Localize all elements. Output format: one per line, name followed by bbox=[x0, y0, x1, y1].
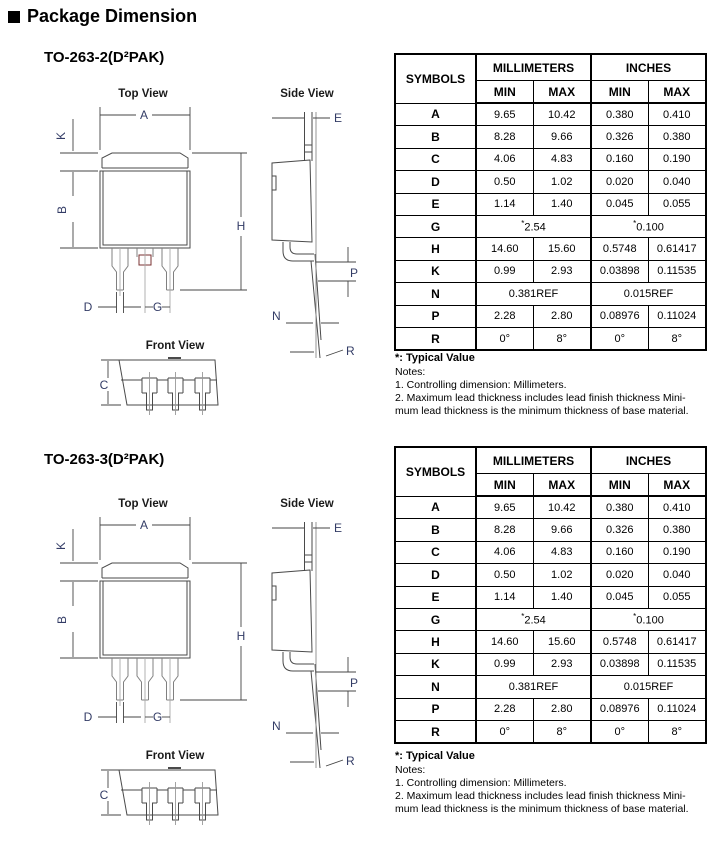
table-row bbox=[395, 126, 706, 148]
table-cell: 10.42 bbox=[533, 103, 591, 126]
table-row bbox=[395, 631, 706, 653]
section-heading-to263-3: TO-263-3(D²PAK) bbox=[44, 451, 165, 468]
dim-C-label: C bbox=[99, 378, 109, 392]
table-row bbox=[395, 215, 706, 237]
table-cell: B bbox=[395, 519, 476, 541]
notes-label: Notes: bbox=[395, 366, 426, 378]
table-cell: K bbox=[395, 653, 476, 675]
table-cell: E bbox=[395, 193, 476, 215]
table-cell: 8° bbox=[648, 720, 706, 743]
table-cell: 0° bbox=[591, 720, 648, 743]
table-cell: 0.99 bbox=[476, 260, 533, 282]
table-cell: 15.60 bbox=[533, 238, 591, 260]
table-row bbox=[395, 564, 706, 586]
table-cell: 0.326 bbox=[591, 519, 648, 541]
table-cell: G bbox=[395, 608, 476, 630]
front-view-label: Front View bbox=[145, 750, 205, 762]
table-row bbox=[395, 305, 706, 327]
table-cell: 0.11024 bbox=[648, 305, 706, 327]
notes-to263-3 bbox=[395, 750, 728, 816]
note-2-line2: mum lead thickness is the minimum thickness of base material. bbox=[395, 405, 689, 417]
table-cell: 0.03898 bbox=[591, 260, 648, 282]
table-row bbox=[395, 447, 706, 474]
table-header-cell: MAX bbox=[648, 474, 706, 497]
table-cell: 0.160 bbox=[591, 541, 648, 563]
table-row bbox=[395, 283, 706, 305]
side-view bbox=[272, 88, 358, 358]
note-1: 1. Controlling dimension: Millimeters. bbox=[395, 777, 567, 789]
note-1: 1. Controlling dimension: Millimeters. bbox=[395, 379, 567, 391]
table-row bbox=[395, 608, 706, 630]
side-view-label: Side View bbox=[280, 498, 334, 510]
dim-A-label: A bbox=[139, 518, 149, 532]
notes-to263-2 bbox=[395, 352, 728, 418]
table-row bbox=[395, 148, 706, 170]
table-header-cell: MILLIMETERS bbox=[476, 54, 591, 81]
table-cell: G bbox=[395, 215, 476, 237]
table-cell: 10.42 bbox=[533, 496, 591, 519]
table-cell: 0.015REF bbox=[591, 676, 706, 698]
table-cell: *2.54 bbox=[476, 215, 591, 237]
table-header-cell: MIN bbox=[591, 474, 648, 497]
table-cell: 0.03898 bbox=[591, 653, 648, 675]
table-cell: 0.020 bbox=[591, 564, 648, 586]
table-cell: 14.60 bbox=[476, 238, 533, 260]
table-cell: 0.08976 bbox=[591, 698, 648, 720]
section-heading-to263-2: TO-263-2(D²PAK) bbox=[44, 49, 165, 66]
table-cell: 1.02 bbox=[533, 564, 591, 586]
table-cell: C bbox=[395, 148, 476, 170]
note-2-line2: mum lead thickness is the minimum thickness of base material. bbox=[395, 803, 689, 815]
table-cell: 0.015REF bbox=[591, 283, 706, 305]
table-cell: 2.93 bbox=[533, 653, 591, 675]
table-cell: 0.380 bbox=[591, 103, 648, 126]
typical-mark: * bbox=[633, 612, 637, 622]
top-view bbox=[54, 88, 247, 314]
dim-R-label: R bbox=[346, 344, 355, 358]
table-cell: 2.80 bbox=[533, 698, 591, 720]
table-cell: *2.54 bbox=[476, 608, 591, 630]
dim-H-label: H bbox=[236, 219, 246, 233]
top-view-label: Top View bbox=[118, 88, 168, 100]
dim-C-label: C bbox=[99, 788, 109, 802]
table-header-cell: MIN bbox=[591, 81, 648, 104]
side-view bbox=[272, 498, 358, 768]
table-cell: 0.11024 bbox=[648, 698, 706, 720]
table-cell: 0.11535 bbox=[648, 260, 706, 282]
table-row bbox=[395, 171, 706, 193]
table-row bbox=[395, 720, 706, 743]
notes-label: Notes: bbox=[395, 764, 426, 776]
table-row bbox=[395, 519, 706, 541]
table-cell: 0.50 bbox=[476, 171, 533, 193]
table-cell: C bbox=[395, 541, 476, 563]
table-cell: 4.06 bbox=[476, 541, 533, 563]
table-row bbox=[395, 54, 706, 81]
table-cell: K bbox=[395, 260, 476, 282]
table-cell: 2.93 bbox=[533, 260, 591, 282]
table-cell: P bbox=[395, 698, 476, 720]
dim-B-label: B bbox=[55, 205, 69, 215]
note-2-line1: 2. Maximum lead thickness includes lead finish thickness Mini- bbox=[395, 790, 686, 802]
typical-value-note: *: Typical Value bbox=[395, 352, 475, 364]
table-header-cell: MIN bbox=[476, 81, 533, 104]
front-view bbox=[100, 340, 218, 415]
table-cell: 2.80 bbox=[533, 305, 591, 327]
table-cell: 0.5748 bbox=[591, 238, 648, 260]
typical-mark: * bbox=[521, 612, 525, 622]
table-cell: 8° bbox=[533, 327, 591, 350]
table-cell: D bbox=[395, 171, 476, 193]
table-cell: 15.60 bbox=[533, 631, 591, 653]
table-cell: 8.28 bbox=[476, 126, 533, 148]
table-cell: P bbox=[395, 305, 476, 327]
table-cell: 2.28 bbox=[476, 305, 533, 327]
table-row bbox=[395, 327, 706, 350]
table-cell: 9.66 bbox=[533, 519, 591, 541]
table-cell: 9.65 bbox=[476, 496, 533, 519]
table-cell: 0° bbox=[591, 327, 648, 350]
table-cell: R bbox=[395, 720, 476, 743]
table-cell: 0.381REF bbox=[476, 283, 591, 305]
table-header-cell: INCHES bbox=[591, 447, 706, 474]
table-cell: 0.380 bbox=[648, 126, 706, 148]
table-row bbox=[395, 260, 706, 282]
table-cell: 0.040 bbox=[648, 171, 706, 193]
table-cell: H bbox=[395, 238, 476, 260]
table-cell: 0.055 bbox=[648, 586, 706, 608]
table-cell: 1.14 bbox=[476, 193, 533, 215]
table-cell: R bbox=[395, 327, 476, 350]
dim-R-label: R bbox=[346, 754, 355, 768]
table-cell: 0.5748 bbox=[591, 631, 648, 653]
table-cell: D bbox=[395, 564, 476, 586]
front-view bbox=[100, 750, 218, 825]
table-header-cell: SYMBOLS bbox=[395, 54, 476, 103]
table-cell: 0.61417 bbox=[648, 631, 706, 653]
table-row bbox=[395, 653, 706, 675]
table-cell: 1.40 bbox=[533, 586, 591, 608]
table-cell: *0.100 bbox=[591, 608, 706, 630]
table-cell: *0.100 bbox=[591, 215, 706, 237]
table-cell: 4.83 bbox=[533, 148, 591, 170]
table-cell: 9.66 bbox=[533, 126, 591, 148]
dim-N-label: N bbox=[272, 309, 281, 323]
square-bullet-icon bbox=[8, 11, 20, 23]
page-title bbox=[8, 6, 197, 27]
dim-N-label: N bbox=[272, 719, 281, 733]
dim-E-label: E bbox=[334, 521, 343, 535]
table-header-cell: MAX bbox=[533, 474, 591, 497]
table-row bbox=[395, 103, 706, 126]
table-cell: 8.28 bbox=[476, 519, 533, 541]
table-row bbox=[395, 238, 706, 260]
typical-value-note: *: Typical Value bbox=[395, 750, 475, 762]
table-cell: N bbox=[395, 676, 476, 698]
table-cell: 4.06 bbox=[476, 148, 533, 170]
table-cell: A bbox=[395, 103, 476, 126]
dimension-table-to263-3 bbox=[394, 446, 707, 744]
dim-K-label: K bbox=[54, 131, 68, 141]
table-header-cell: MILLIMETERS bbox=[476, 447, 591, 474]
table-cell: 0.11535 bbox=[648, 653, 706, 675]
table-cell: 8° bbox=[648, 327, 706, 350]
table-cell: 0.61417 bbox=[648, 238, 706, 260]
package-drawing-to263-3 bbox=[40, 495, 370, 855]
typical-mark: * bbox=[521, 219, 525, 229]
table-row bbox=[395, 496, 706, 519]
table-cell: 0.055 bbox=[648, 193, 706, 215]
note-2-line1: 2. Maximum lead thickness includes lead finish thickness Mini- bbox=[395, 392, 686, 404]
table-cell: 1.14 bbox=[476, 586, 533, 608]
package-drawing-to263-2 bbox=[40, 85, 370, 445]
dim-B-label: B bbox=[55, 615, 69, 625]
table-cell: 4.83 bbox=[533, 541, 591, 563]
table-cell: 0.190 bbox=[648, 148, 706, 170]
table-cell: 0.190 bbox=[648, 541, 706, 563]
table-cell: 0° bbox=[476, 720, 533, 743]
dim-A-label: A bbox=[139, 108, 149, 122]
table-row bbox=[395, 193, 706, 215]
table-cell: E bbox=[395, 586, 476, 608]
table-cell: 0.381REF bbox=[476, 676, 591, 698]
table-row bbox=[395, 676, 706, 698]
dim-D-label: D bbox=[83, 710, 93, 724]
table-cell: 1.02 bbox=[533, 171, 591, 193]
table-cell: H bbox=[395, 631, 476, 653]
table-header-cell: MAX bbox=[648, 81, 706, 104]
dimension-table-to263-2 bbox=[394, 53, 707, 351]
table-cell: 0.045 bbox=[591, 193, 648, 215]
table-header-cell: INCHES bbox=[591, 54, 706, 81]
table-cell: 0.160 bbox=[591, 148, 648, 170]
table-cell: 0.50 bbox=[476, 564, 533, 586]
top-view-label: Top View bbox=[118, 498, 168, 510]
table-header-cell: SYMBOLS bbox=[395, 447, 476, 496]
dim-D-label: D bbox=[83, 300, 93, 314]
table-cell: 9.65 bbox=[476, 103, 533, 126]
table-row bbox=[395, 586, 706, 608]
table-header-cell: MIN bbox=[476, 474, 533, 497]
table-cell: 2.28 bbox=[476, 698, 533, 720]
table-cell: 8° bbox=[533, 720, 591, 743]
front-view-label: Front View bbox=[145, 340, 205, 352]
table-cell: 0.410 bbox=[648, 103, 706, 126]
table-row bbox=[395, 698, 706, 720]
dim-G-label: G bbox=[152, 710, 163, 724]
page-title-text: Package Dimension bbox=[27, 6, 198, 26]
table-cell: 0.380 bbox=[648, 519, 706, 541]
dim-H-label: H bbox=[236, 629, 246, 643]
table-cell: N bbox=[395, 283, 476, 305]
dim-E-label: E bbox=[334, 111, 343, 125]
dim-P-label: P bbox=[350, 266, 359, 280]
table-cell: 14.60 bbox=[476, 631, 533, 653]
table-cell: B bbox=[395, 126, 476, 148]
table-cell: 0.020 bbox=[591, 171, 648, 193]
dim-P-label: P bbox=[350, 676, 359, 690]
table-cell: 0.08976 bbox=[591, 305, 648, 327]
table-cell: A bbox=[395, 496, 476, 519]
typical-mark: * bbox=[633, 219, 637, 229]
table-header-cell: MAX bbox=[533, 81, 591, 104]
table-cell: 0° bbox=[476, 327, 533, 350]
top-view bbox=[54, 498, 247, 724]
side-view-label: Side View bbox=[280, 88, 334, 100]
table-cell: 1.40 bbox=[533, 193, 591, 215]
table-cell: 0.040 bbox=[648, 564, 706, 586]
table-cell: 0.326 bbox=[591, 126, 648, 148]
table-cell: 0.99 bbox=[476, 653, 533, 675]
dim-K-label: K bbox=[54, 541, 68, 551]
table-row bbox=[395, 541, 706, 563]
dim-G-label: G bbox=[152, 300, 163, 314]
table-cell: 0.410 bbox=[648, 496, 706, 519]
table-cell: 0.045 bbox=[591, 586, 648, 608]
table-cell: 0.380 bbox=[591, 496, 648, 519]
